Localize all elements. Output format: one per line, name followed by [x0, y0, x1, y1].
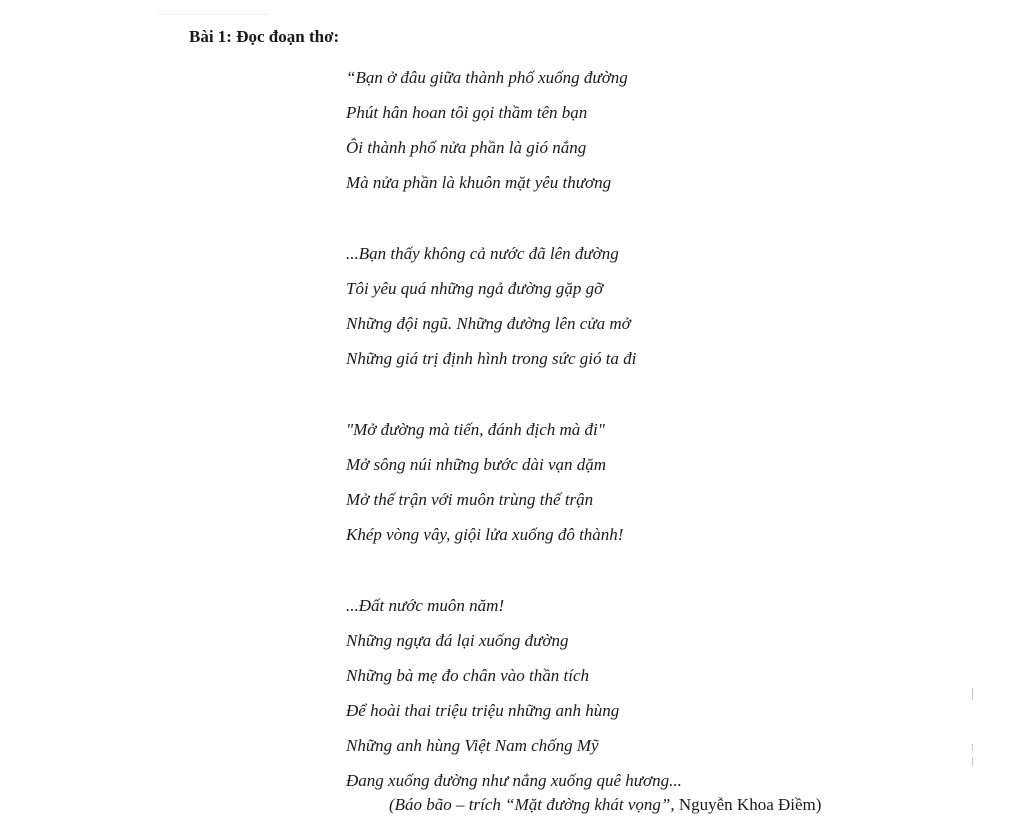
poem	[346, 60, 682, 834]
poem-line: Đang xuống đường như nắng xuống quê hương...	[346, 771, 682, 790]
poem-line: Những anh hùng Việt Nam chống Mỹ	[346, 736, 599, 755]
poem-line: Phút hân hoan tôi gọi thầm tên bạn	[346, 103, 588, 122]
scan-edge-mark	[972, 757, 973, 766]
poem-line: Mở thế trận với muôn trùng thế trận	[346, 490, 594, 509]
source-work-title: “Mặt đường khát vọng”	[505, 795, 671, 814]
poem-line: Những giá trị định hình trong sức gió ta đi	[346, 349, 637, 368]
poem-line: Những ngựa đá lại xuống đường	[346, 631, 569, 650]
poem-line: “Bạn ở đâu giữa thành phố xuống đường	[346, 68, 628, 87]
poem-stanza-3	[346, 412, 682, 552]
poem-line: Khép vòng vây, giội lửa xuống đô thành!	[346, 525, 624, 544]
poem-line: Để hoài thai triệu triệu những anh hùng	[346, 701, 620, 720]
top-rule	[158, 14, 268, 15]
poem-line: ...Đất nước muôn năm!	[346, 596, 505, 615]
poem-line: Những bà mẹ đo chân vào thần tích	[346, 666, 589, 685]
scan-edge-mark	[972, 688, 973, 700]
poem-stanza-1	[346, 60, 682, 200]
poem-stanza-2	[346, 236, 682, 376]
scan-edge-mark	[972, 744, 973, 751]
poem-source-citation	[389, 793, 821, 817]
poem-stanza-4	[346, 588, 682, 798]
poem-line: "Mở đường mà tiến, đánh địch mà đi"	[346, 420, 605, 439]
poem-line: Ôi thành phố nửa phần là gió nắng	[346, 138, 587, 157]
poem-line: Tôi yêu quá những ngả đường gặp gỡ	[346, 279, 604, 298]
source-prefix: (Báo bão – trích	[389, 795, 506, 814]
poem-line: Những đội ngũ. Những đường lên cửa mở	[346, 314, 631, 333]
poem-line: ...Bạn thấy không cả nước đã lên đường	[346, 244, 619, 263]
exercise-heading: Bài 1: Đọc đoạn thơ:	[189, 27, 340, 46]
source-author: , Nguyễn Khoa Điềm)	[670, 795, 822, 814]
poem-line: Mà nửa phần là khuôn mặt yêu thương	[346, 173, 612, 192]
poem-line: Mở sông núi những bước dài vạn dặm	[346, 455, 607, 474]
